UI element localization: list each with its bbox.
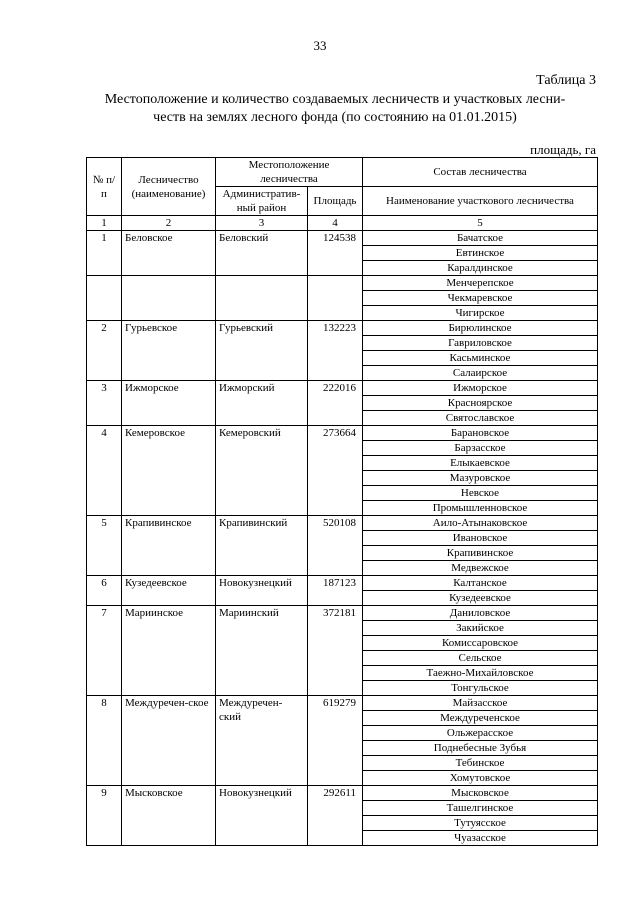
table-row xyxy=(87,276,598,291)
col-number: 4 xyxy=(308,216,363,231)
local-forestry-name: Чуазасское xyxy=(363,831,598,846)
forestry-name: Мариинское xyxy=(122,606,216,696)
table-row xyxy=(87,231,598,246)
row-number: 7 xyxy=(87,606,122,696)
forestry-name: Крапивинское xyxy=(122,516,216,576)
forestry-name xyxy=(122,276,216,321)
row-number: 5 xyxy=(87,516,122,576)
forestry-area: 273664 xyxy=(308,426,363,516)
title-line-1: Местоположение и количество создаваемых лесничеств и участковых лесни- xyxy=(104,92,566,107)
header-location: Местоположение лесничества xyxy=(216,158,363,187)
forestry-name: Кемеровское xyxy=(122,426,216,516)
local-forestry-name: Касьминское xyxy=(363,351,598,366)
local-forestry-name: Аило-Атынаковское xyxy=(363,516,598,531)
forestry-area: 619279 xyxy=(308,696,363,786)
local-forestry-name: Красноярское xyxy=(363,396,598,411)
forestry-area: 372181 xyxy=(308,606,363,696)
local-forestry-name: Мазуровское xyxy=(363,471,598,486)
local-forestry-name: Тутуясское xyxy=(363,816,598,831)
district-name xyxy=(216,276,308,321)
table-row xyxy=(87,516,598,531)
local-forestry-name: Майзасское xyxy=(363,696,598,711)
local-forestry-name: Промышленновское xyxy=(363,501,598,516)
local-forestry-name: Даниловское xyxy=(363,606,598,621)
local-forestry-name: Комиссаровское xyxy=(363,636,598,651)
local-forestry-name: Медвежское xyxy=(363,561,598,576)
forestry-area: 132223 xyxy=(308,321,363,381)
header-num: № п/п xyxy=(87,158,122,216)
district-name: Ижморский xyxy=(216,381,308,426)
forestry-area: 187123 xyxy=(308,576,363,606)
local-forestry-name: Ивановское xyxy=(363,531,598,546)
local-forestry-name: Невское xyxy=(363,486,598,501)
local-forestry-name: Крапивинское xyxy=(363,546,598,561)
row-number xyxy=(87,276,122,321)
local-forestry-name: Гавриловское xyxy=(363,336,598,351)
forestry-area: 520108 xyxy=(308,516,363,576)
row-number: 2 xyxy=(87,321,122,381)
local-forestry-name: Чекмаревское xyxy=(363,291,598,306)
local-forestry-name: Закийское xyxy=(363,621,598,636)
local-forestry-name: Чигирское xyxy=(363,306,598,321)
header-forestry: Лесничество (наименование) xyxy=(122,158,216,216)
local-forestry-name: Сельское xyxy=(363,651,598,666)
local-forestry-name: Бирюлинское xyxy=(363,321,598,336)
forestry-name: Междуречен-ское xyxy=(122,696,216,786)
local-forestry-name: Тебинское xyxy=(363,756,598,771)
forestry-area: 292611 xyxy=(308,786,363,846)
district-name: Новокузнецкий xyxy=(216,576,308,606)
row-number: 4 xyxy=(87,426,122,516)
local-forestry-name: Барзасское xyxy=(363,441,598,456)
local-forestry-name: Ташелгинское xyxy=(363,801,598,816)
local-forestry-name: Калтанское xyxy=(363,576,598,591)
district-name: Междуречен-ский xyxy=(216,696,308,786)
table-row xyxy=(87,381,598,396)
district-name: Мариинский xyxy=(216,606,308,696)
district-name: Крапивинский xyxy=(216,516,308,576)
local-forestry-name: Бачатское xyxy=(363,231,598,246)
table-row xyxy=(87,606,598,621)
forestry-name: Кузедеевское xyxy=(122,576,216,606)
forestry-table xyxy=(86,157,598,846)
local-forestry-name: Евтинское xyxy=(363,246,598,261)
local-forestry-name: Мысковское xyxy=(363,786,598,801)
table-title xyxy=(70,91,600,127)
district-name: Новокузнецкий xyxy=(216,786,308,846)
local-forestry-name: Таежно-Михайловское xyxy=(363,666,598,681)
table-row xyxy=(87,426,598,441)
forestry-area: 124538 xyxy=(308,231,363,276)
header-local-forestry: Наименование участкового лесничества xyxy=(363,187,598,216)
table-row xyxy=(87,576,598,591)
local-forestry-name: Ольжерасское xyxy=(363,726,598,741)
forestry-area: 222016 xyxy=(308,381,363,426)
local-forestry-name: Тонгульское xyxy=(363,681,598,696)
row-number: 3 xyxy=(87,381,122,426)
row-number: 6 xyxy=(87,576,122,606)
local-forestry-name: Поднебесные Зубья xyxy=(363,741,598,756)
col-number: 2 xyxy=(122,216,216,231)
col-number: 3 xyxy=(216,216,308,231)
table-row xyxy=(87,696,598,711)
forestry-name: Беловское xyxy=(122,231,216,276)
district-name: Гурьевский xyxy=(216,321,308,381)
local-forestry-name: Каралдинское xyxy=(363,261,598,276)
row-number: 8 xyxy=(87,696,122,786)
local-forestry-name: Междуреченское xyxy=(363,711,598,726)
row-number: 9 xyxy=(87,786,122,846)
table-label: Таблица 3 xyxy=(536,73,596,88)
local-forestry-name: Менчерепское xyxy=(363,276,598,291)
local-forestry-name: Салаирское xyxy=(363,366,598,381)
forestry-name: Мысковское xyxy=(122,786,216,846)
table-body xyxy=(87,231,598,846)
page-number: 33 xyxy=(313,38,327,53)
local-forestry-name: Ижморское xyxy=(363,381,598,396)
forestry-area xyxy=(308,276,363,321)
local-forestry-name: Хомутовское xyxy=(363,771,598,786)
forestry-name: Гурьевское xyxy=(122,321,216,381)
local-forestry-name: Барановское xyxy=(363,426,598,441)
local-forestry-name: Святославское xyxy=(363,411,598,426)
unit-label: площадь, га xyxy=(530,142,596,157)
header-composition: Состав лесничества xyxy=(363,158,598,187)
title-line-2: честв на землях лесного фонда (по состоянию на 01.01.2015) xyxy=(153,110,517,125)
table-row xyxy=(87,321,598,336)
header-area: Площадь xyxy=(308,187,363,216)
district-name: Беловский xyxy=(216,231,308,276)
forestry-name: Ижморское xyxy=(122,381,216,426)
col-number: 1 xyxy=(87,216,122,231)
table-row xyxy=(87,786,598,801)
row-number: 1 xyxy=(87,231,122,276)
col-number: 5 xyxy=(363,216,598,231)
district-name: Кемеровский xyxy=(216,426,308,516)
header-district: Административ-ный район xyxy=(216,187,308,216)
local-forestry-name: Кузедеевское xyxy=(363,591,598,606)
local-forestry-name: Елыкаевское xyxy=(363,456,598,471)
